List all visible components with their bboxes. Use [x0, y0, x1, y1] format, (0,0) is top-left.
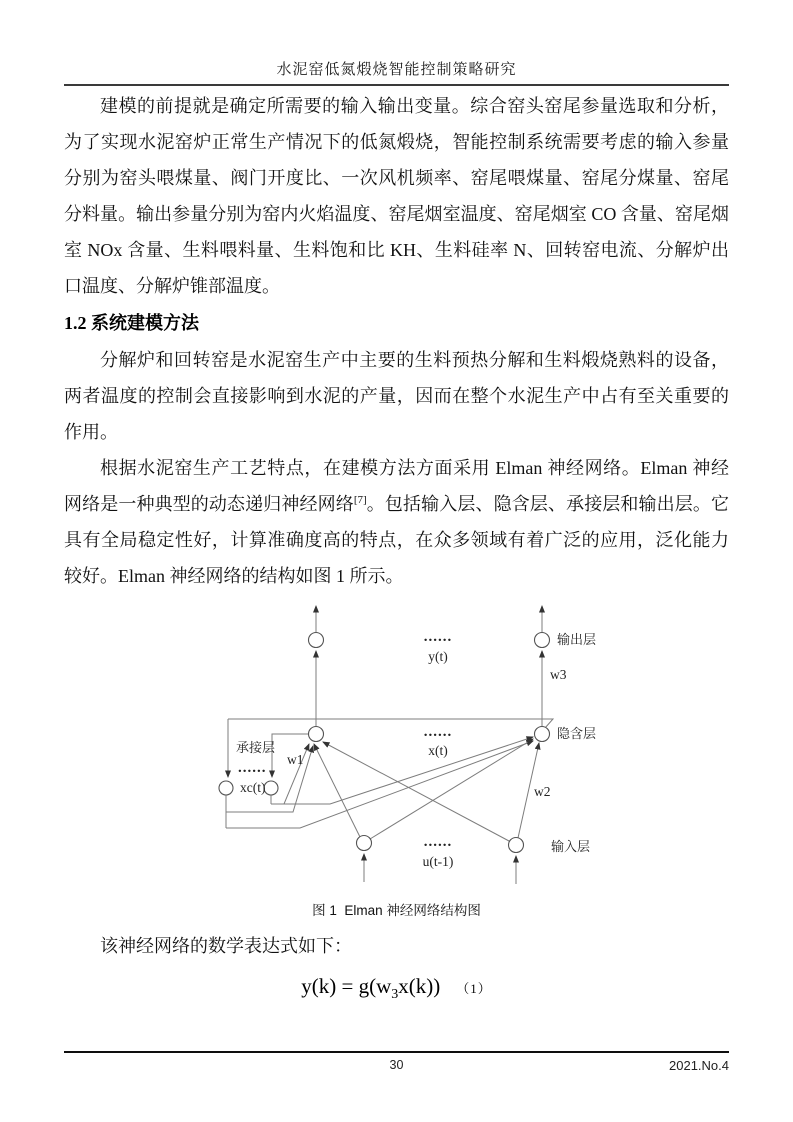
- journal-issue: 2021.No.4: [669, 1058, 729, 1073]
- dots-hidden-row: ......: [423, 724, 453, 740]
- label-context-layer: 承接层: [236, 740, 276, 755]
- body-text: [64, 88, 729, 1003]
- equation-number: （1）: [456, 981, 492, 996]
- input1-to-hidden2-line: [370, 739, 533, 839]
- paragraph-elman-intro: [64, 450, 729, 594]
- paragraph-formula-lead: 该神经网络的数学表达式如下：: [100, 936, 352, 956]
- label-w2: w2: [534, 784, 551, 799]
- equation-subscript: 3: [391, 987, 399, 1003]
- label-xc-t: xc(t): [240, 780, 266, 795]
- header-rule: [64, 84, 729, 86]
- label-x-t: x(t): [428, 743, 448, 758]
- figure-caption: 图 1 Elman 神经网络结构图: [312, 903, 481, 918]
- paragraph-elman-intro-post: 。包括输入层、隐含层、承接层和输出层。它具有全局稳定性好，计算准确度高的特点，在众多领域有着广泛的应用，泛化能力较好。Elman 神经网络的结构如图 1 所示。: [64, 494, 730, 586]
- elman-network-svg: [185, 596, 655, 896]
- node-input-1: [357, 836, 372, 851]
- label-w1: w1: [287, 752, 304, 767]
- label-hidden-layer: 隐含层: [557, 726, 597, 741]
- context2-to-hidden2-line: [272, 737, 533, 804]
- equation-1: [64, 974, 729, 1003]
- equation-body-post: x(k)): [398, 974, 441, 998]
- node-output-2: [535, 633, 550, 648]
- node-hidden-1: [309, 727, 324, 742]
- node-context-1: [219, 781, 233, 795]
- context-box-top-line: [228, 719, 553, 728]
- footer-rule: [64, 1051, 729, 1053]
- citation-ref-7: [7]: [353, 494, 367, 506]
- label-input-layer: 输入层: [551, 839, 591, 854]
- label-u-t: u(t-1): [422, 854, 454, 869]
- node-input-2: [509, 838, 524, 853]
- input2-to-hidden1-line: [323, 742, 509, 841]
- running-header-title: 水泥窑低氮煅烧智能控制策略研究: [276, 62, 517, 78]
- section-heading-1-2: 1.2 系统建模方法: [64, 313, 199, 333]
- equation-body-pre: y(k) = g(w: [301, 974, 392, 998]
- dots-output-row: ......: [423, 629, 453, 645]
- node-output-1: [309, 633, 324, 648]
- label-output-layer: 输出层: [557, 632, 597, 647]
- paragraph-kiln-importance: 分解炉和回转窑是水泥窑生产中主要的生料预热分解和生料煅烧熟料的设备，两者温度的控制会直接影响到水泥的产量，因而在整个水泥生产中占有至关重要的作用。: [64, 350, 729, 442]
- figure-elman-diagram: [185, 596, 655, 896]
- node-context-2: [264, 781, 278, 795]
- dots-context-row: ......: [238, 760, 267, 776]
- dots-input-row: ......: [423, 834, 453, 850]
- paragraph-io-variables: 建模的前提就是确定所需要的输入输出变量。综合窑头窑尾参量选取和分析，为了实现水泥窑炉正常生产情况下的低氮煅烧，智能控制系统需要考虑的输入参量分别为窑头喂煤量、阀门开度比、一次风机频率、窑尾喂煤量、窑尾分煤量、窑尾分料量。输出参量分别为窑内火焰温度、窑尾烟室温度、窑尾烟室 CO 含量、窑尾烟室 NOx 含量、生料喂料量、生料饱和比 KH、生料硅率 N、回转窑电流、分解炉出口温度、分解炉锥部温度。: [64, 96, 729, 296]
- paragraph-elman-intro-pre: 根据水泥窑生产工艺特点，在建模方法方面采用 Elman 神经网络。Elman 神经网络是一种典型的动态递归神经网络: [64, 458, 729, 514]
- node-hidden-2: [535, 727, 550, 742]
- label-w3: w3: [550, 667, 567, 682]
- label-y-t: y(t): [428, 649, 448, 664]
- connection-lines: [226, 606, 553, 884]
- page-number: 30: [389, 1058, 404, 1072]
